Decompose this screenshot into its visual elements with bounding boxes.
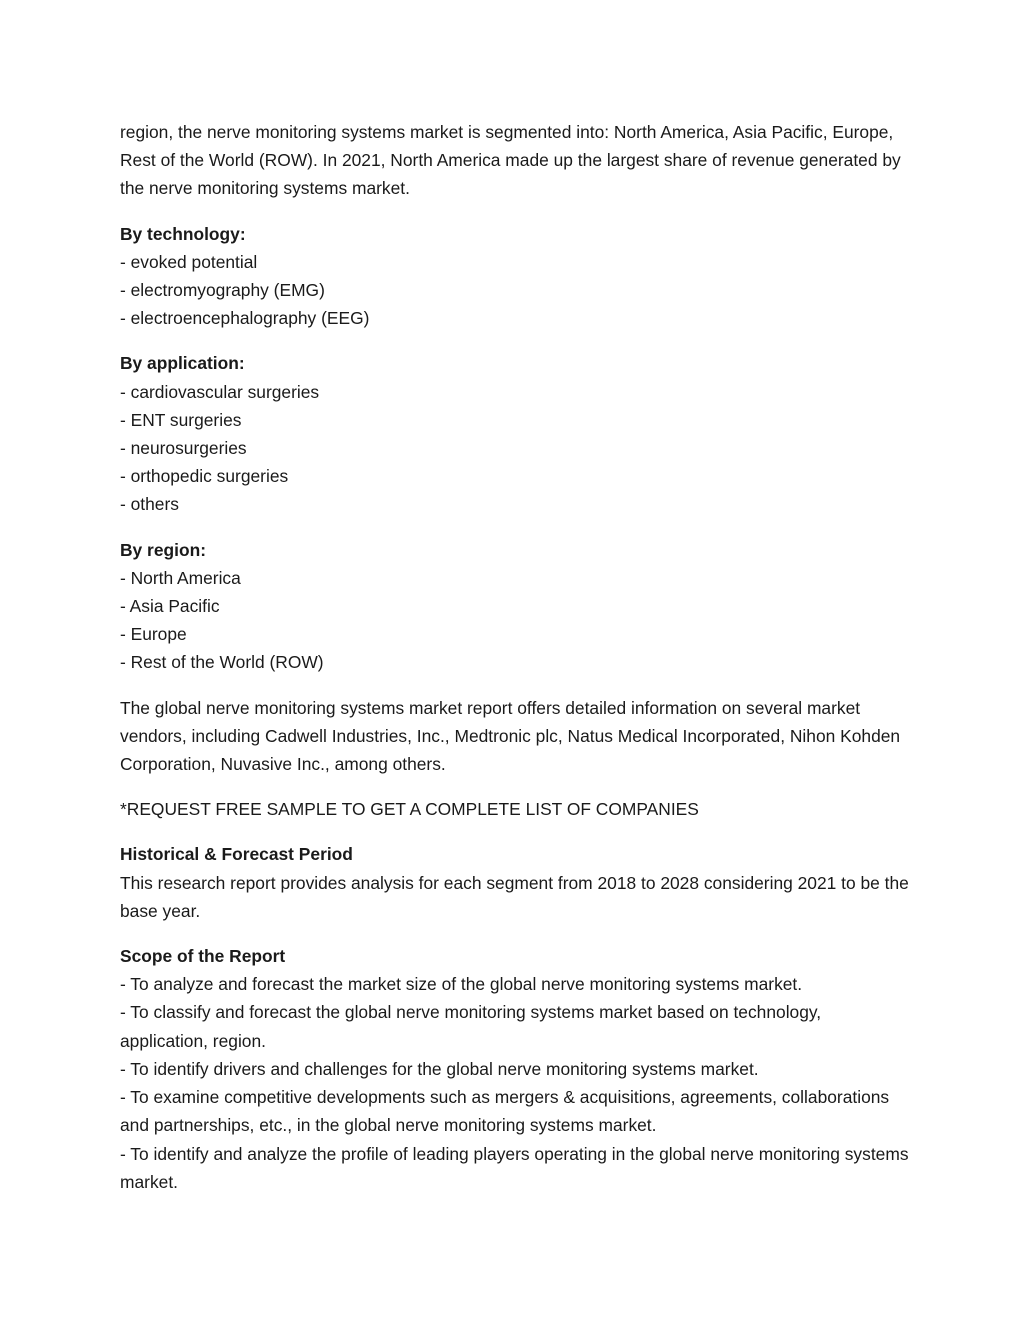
list-item: - electroencephalography (EEG) (120, 308, 370, 329)
list-item: - others (120, 494, 179, 515)
application-heading: By application: (120, 353, 245, 374)
list-item: - electromyography (EMG) (120, 280, 325, 301)
list-item: - ENT surgeries (120, 409, 242, 430)
scope-heading: Scope of the Report (120, 946, 286, 967)
list-item: - To examine competitive developments such as mergers & acquisitions, agreements, collaborations and partnerships, etc., in the global nerve monitoring systems market. (120, 1087, 890, 1136)
region-heading: By region: (120, 539, 206, 560)
list-item: - To identify and analyze the profile of leading players operating in the global nerve monitoring systems market. (120, 1143, 909, 1192)
technology-heading: By technology: (120, 223, 246, 244)
list-item: - Europe (120, 624, 187, 645)
intro-paragraph: region, the nerve monitoring systems market is segmented into: North America, Asia Pacific, Europe, Rest of the World (ROW). In 2021, North America made up the largest share of revenue generated by the nerve monitoring systems market. (120, 122, 901, 199)
region-section (120, 536, 910, 677)
application-section (120, 349, 910, 518)
vendors-paragraph: The global nerve monitoring systems market report offers detailed information on several market vendors, including Cadwell Industries, Inc., Medtronic plc, Natus Medical Incorporated, Nihon Kohden Corporation, Nuvasive Inc., among others. (120, 697, 901, 775)
list-item: - To analyze and forecast the market size of the global nerve monitoring systems market. (120, 974, 803, 995)
list-item: - neurosurgeries (120, 438, 247, 459)
list-item: - Asia Pacific (120, 596, 220, 617)
request-sample-note: *REQUEST FREE SAMPLE TO GET A COMPLETE LIST OF COMPANIES (120, 799, 699, 820)
technology-section (120, 220, 910, 333)
list-item: - evoked potential (120, 251, 258, 272)
historical-heading: Historical & Forecast Period (120, 844, 353, 865)
list-item: - To identify drivers and challenges for the global nerve monitoring systems market. (120, 1058, 759, 1079)
list-item: - cardiovascular surgeries (120, 381, 320, 402)
historical-section (120, 840, 910, 925)
scope-section (120, 942, 910, 1196)
list-item: - orthopedic surgeries (120, 466, 289, 487)
historical-text: This research report provides analysis for each segment from 2018 to 2028 considering 2021 to be the base year. (120, 872, 909, 921)
list-item: - North America (120, 567, 241, 588)
list-item: - To classify and forecast the global nerve monitoring systems market based on technology, application, region. (120, 1002, 822, 1051)
document-page (120, 118, 910, 1213)
list-item: - Rest of the World (ROW) (120, 652, 324, 673)
